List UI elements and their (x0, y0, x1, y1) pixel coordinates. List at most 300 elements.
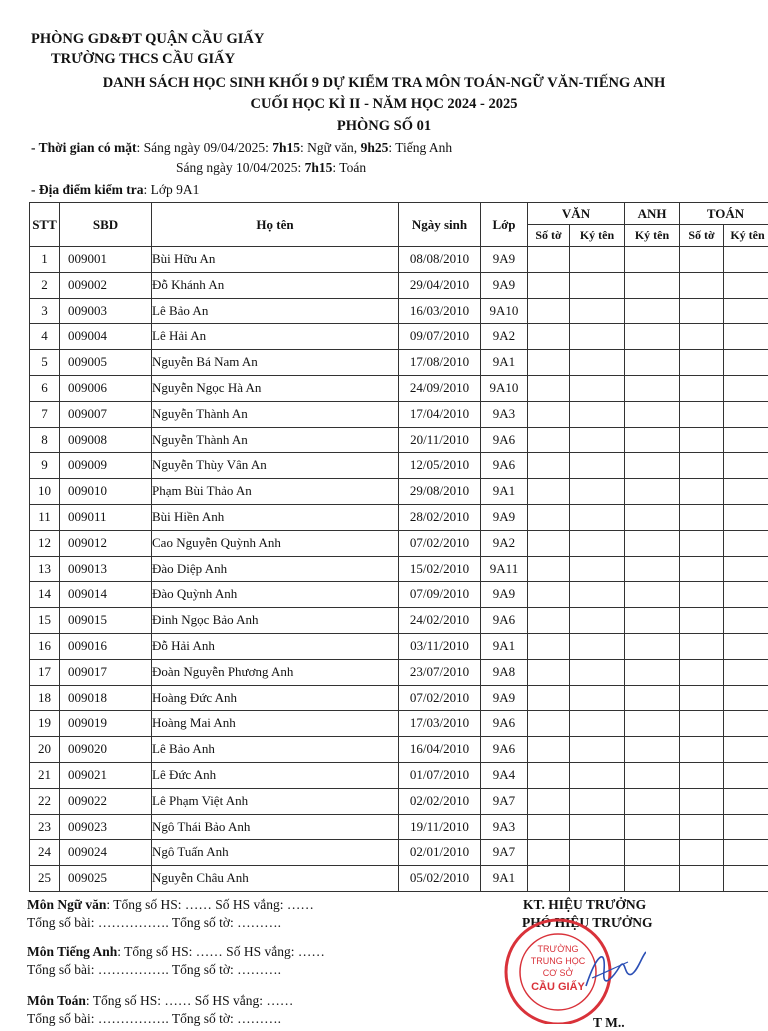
table-body (30, 247, 768, 892)
cell-van-ky-ten (570, 375, 625, 401)
cell-van-so-to (528, 608, 570, 634)
cell-sbd: 009015 (60, 608, 152, 634)
signer-title-1: KT. HIỆU TRƯỞNG (523, 897, 646, 913)
cell-van-so-to (528, 504, 570, 530)
cell-stt: 14 (30, 582, 60, 608)
table-row (30, 298, 768, 324)
cell-van-so-to (528, 814, 570, 840)
cell-van-ky-ten (570, 685, 625, 711)
cell-van-ky-ten (570, 866, 625, 892)
day1-time2: 9h25 (361, 140, 389, 155)
header-name: Họ tên (152, 203, 399, 247)
cell-van-so-to (528, 556, 570, 582)
cell-dob: 02/02/2010 (399, 788, 481, 814)
cell-van-so-to (528, 530, 570, 556)
cell-class: 9A6 (481, 608, 528, 634)
cell-toan-ky-ten (724, 350, 768, 376)
cell-name: Đoàn Nguyễn Phương Anh (152, 659, 399, 685)
cell-van-ky-ten (570, 608, 625, 634)
cell-name: Phạm Bùi Thảo An (152, 479, 399, 505)
cell-stt: 1 (30, 247, 60, 273)
cell-stt: 8 (30, 427, 60, 453)
cell-toan-ky-ten (724, 711, 768, 737)
cell-toan-so-to (680, 479, 724, 505)
cell-toan-ky-ten (724, 324, 768, 350)
attendance-time-label: - Thời gian có mặt (31, 140, 136, 155)
table-row (30, 788, 768, 814)
table-row (30, 633, 768, 659)
day2-prefix: Sáng ngày 10/04/2025: (176, 160, 305, 175)
cell-stt: 23 (30, 814, 60, 840)
cell-anh-ky-ten (625, 247, 680, 273)
cell-anh-ky-ten (625, 427, 680, 453)
cell-toan-so-to (680, 298, 724, 324)
table-row (30, 479, 768, 505)
cell-dob: 17/03/2010 (399, 711, 481, 737)
cell-class: 9A10 (481, 298, 528, 324)
cell-dob: 16/04/2010 (399, 737, 481, 763)
attendance-time-line1 (31, 140, 452, 156)
cell-anh-ky-ten (625, 530, 680, 556)
cell-stt: 18 (30, 685, 60, 711)
table-row (30, 556, 768, 582)
cell-sbd: 009002 (60, 272, 152, 298)
cell-class: 9A4 (481, 762, 528, 788)
cell-van-ky-ten (570, 479, 625, 505)
cell-stt: 5 (30, 350, 60, 376)
day1-subject1: : Ngữ văn, (300, 140, 361, 155)
header-toan: TOÁN (680, 203, 768, 225)
table-row (30, 840, 768, 866)
cell-anh-ky-ten (625, 556, 680, 582)
cell-toan-so-to (680, 504, 724, 530)
cell-stt: 11 (30, 504, 60, 530)
cell-dob: 17/04/2010 (399, 401, 481, 427)
cell-toan-so-to (680, 659, 724, 685)
room-number: PHÒNG SỐ 01 (0, 118, 768, 135)
cell-van-ky-ten (570, 711, 625, 737)
cell-anh-ky-ten (625, 737, 680, 763)
header-stt: STT (30, 203, 60, 247)
cell-class: 9A8 (481, 659, 528, 685)
cell-dob: 07/09/2010 (399, 582, 481, 608)
footer-toan-counts: : Tổng số HS: …… Số HS vắng: …… (86, 993, 294, 1008)
cell-anh-ky-ten (625, 840, 680, 866)
cell-name: Đào Quỳnh Anh (152, 582, 399, 608)
cell-van-so-to (528, 866, 570, 892)
cell-sbd: 009013 (60, 556, 152, 582)
cell-van-ky-ten (570, 659, 625, 685)
cell-name: Lê Phạm Việt Anh (152, 788, 399, 814)
cell-anh-ky-ten (625, 272, 680, 298)
cell-anh-ky-ten (625, 711, 680, 737)
cell-class: 9A6 (481, 453, 528, 479)
cell-toan-ky-ten (724, 272, 768, 298)
footer-anh-totals (27, 944, 325, 960)
cell-anh-ky-ten (625, 685, 680, 711)
cell-anh-ky-ten (625, 633, 680, 659)
cell-van-ky-ten (570, 762, 625, 788)
cell-toan-so-to (680, 633, 724, 659)
subheader-anh-ky-ten: Ký tên (625, 225, 680, 247)
cell-class: 9A6 (481, 737, 528, 763)
cell-van-ky-ten (570, 737, 625, 763)
cell-toan-so-to (680, 814, 724, 840)
cell-name: Đỗ Hải Anh (152, 633, 399, 659)
cell-van-ky-ten (570, 453, 625, 479)
cell-stt: 4 (30, 324, 60, 350)
cell-anh-ky-ten (625, 350, 680, 376)
cell-sbd: 009025 (60, 866, 152, 892)
cell-sbd: 009021 (60, 762, 152, 788)
cell-stt: 13 (30, 556, 60, 582)
cell-dob: 29/08/2010 (399, 479, 481, 505)
cell-name: Nguyễn Thùy Vân An (152, 453, 399, 479)
cell-stt: 24 (30, 840, 60, 866)
stamp-text-1: TRƯỜNG (538, 944, 579, 954)
cell-sbd: 009004 (60, 324, 152, 350)
cell-anh-ky-ten (625, 479, 680, 505)
cell-sbd: 009014 (60, 582, 152, 608)
cell-class: 9A1 (481, 633, 528, 659)
table-row (30, 375, 768, 401)
cell-toan-so-to (680, 840, 724, 866)
subheader-van-so-to: Số tờ (528, 225, 570, 247)
cell-sbd: 009003 (60, 298, 152, 324)
cell-sbd: 009001 (60, 247, 152, 273)
cell-toan-so-to (680, 401, 724, 427)
table-row (30, 762, 768, 788)
cell-toan-ky-ten (724, 737, 768, 763)
day2-subject1: : Toán (332, 160, 366, 175)
cell-class: 9A7 (481, 788, 528, 814)
table-row (30, 324, 768, 350)
cell-class: 9A10 (481, 375, 528, 401)
table-row (30, 272, 768, 298)
cell-class: 9A9 (481, 685, 528, 711)
cell-van-so-to (528, 401, 570, 427)
cell-dob: 28/02/2010 (399, 504, 481, 530)
cell-anh-ky-ten (625, 762, 680, 788)
cell-van-so-to (528, 272, 570, 298)
cell-dob: 23/07/2010 (399, 659, 481, 685)
cell-van-so-to (528, 659, 570, 685)
footer-van-totals (27, 897, 314, 913)
cell-toan-so-to (680, 324, 724, 350)
cell-van-so-to (528, 427, 570, 453)
cell-anh-ky-ten (625, 582, 680, 608)
cell-sbd: 009019 (60, 711, 152, 737)
table-row (30, 685, 768, 711)
cell-stt: 3 (30, 298, 60, 324)
cell-class: 9A3 (481, 814, 528, 840)
cell-dob: 16/03/2010 (399, 298, 481, 324)
attendance-time-line2 (176, 160, 366, 176)
footer-anh-counts: : Tổng số HS: …… Số HS vắng: …… (117, 944, 325, 959)
cell-van-so-to (528, 350, 570, 376)
cell-name: Hoàng Mai Anh (152, 711, 399, 737)
document-title: DANH SÁCH HỌC SINH KHỐI 9 DỰ KIỂM TRA MÔN TOÁN-NGỮ VĂN-TIẾNG ANH (0, 75, 768, 92)
cell-name: Đào Diệp Anh (152, 556, 399, 582)
cell-stt: 21 (30, 762, 60, 788)
cell-name: Cao Nguyễn Quỳnh Anh (152, 530, 399, 556)
subheader-toan-ky-ten: Ký tên (724, 225, 768, 247)
cell-name: Ngô Tuấn Anh (152, 840, 399, 866)
cell-class: 9A9 (481, 247, 528, 273)
cell-dob: 08/08/2010 (399, 247, 481, 273)
stamp-text-2: TRUNG HỌC (531, 956, 586, 966)
table-row (30, 401, 768, 427)
cell-van-ky-ten (570, 298, 625, 324)
cell-sbd: 009024 (60, 840, 152, 866)
cell-van-so-to (528, 582, 570, 608)
cell-toan-so-to (680, 866, 724, 892)
cell-toan-so-to (680, 247, 724, 273)
table-row (30, 608, 768, 634)
cell-stt: 16 (30, 633, 60, 659)
header-sbd: SBD (60, 203, 152, 247)
day1-prefix: : Sáng ngày 09/04/2025: (136, 140, 272, 155)
day2-time1: 7h15 (305, 160, 333, 175)
day1-subject2: : Tiếng Anh (388, 140, 452, 155)
cell-class: 9A2 (481, 530, 528, 556)
cell-toan-ky-ten (724, 427, 768, 453)
cell-toan-ky-ten (724, 866, 768, 892)
header-class: Lớp (481, 203, 528, 247)
cell-toan-ky-ten (724, 453, 768, 479)
footer-van-label: Môn Ngữ văn (27, 897, 106, 912)
department-name: PHÒNG GD&ĐT QUẬN CẦU GIẤY (31, 31, 264, 48)
cell-dob: 07/02/2010 (399, 530, 481, 556)
cell-stt: 20 (30, 737, 60, 763)
stamp-text-3: CƠ SỞ (543, 967, 574, 978)
cell-name: Nguyễn Châu Anh (152, 866, 399, 892)
cell-dob: 02/01/2010 (399, 840, 481, 866)
cell-stt: 19 (30, 711, 60, 737)
footer-toan-totals (27, 993, 293, 1009)
cell-anh-ky-ten (625, 375, 680, 401)
cell-dob: 09/07/2010 (399, 324, 481, 350)
cell-van-ky-ten (570, 633, 625, 659)
cell-dob: 03/11/2010 (399, 633, 481, 659)
cell-van-ky-ten (570, 814, 625, 840)
cell-name: Nguyễn Thành An (152, 401, 399, 427)
cell-class: 9A6 (481, 427, 528, 453)
cell-sbd: 009005 (60, 350, 152, 376)
school-name: TRƯỜNG THCS CẦU GIẤY (51, 51, 235, 68)
header-anh: ANH (625, 203, 680, 225)
table-row (30, 582, 768, 608)
table-row (30, 453, 768, 479)
location-label: - Địa điểm kiểm tra (31, 182, 143, 197)
table-row (30, 350, 768, 376)
cell-dob: 17/08/2010 (399, 350, 481, 376)
cell-anh-ky-ten (625, 401, 680, 427)
cell-dob: 01/07/2010 (399, 762, 481, 788)
cell-name: Lê Đức Anh (152, 762, 399, 788)
cell-stt: 2 (30, 272, 60, 298)
cell-toan-ky-ten (724, 659, 768, 685)
cell-van-so-to (528, 453, 570, 479)
cell-dob: 20/11/2010 (399, 427, 481, 453)
cell-name: Nguyễn Ngọc Hà An (152, 375, 399, 401)
header-dob: Ngày sinh (399, 203, 481, 247)
cell-toan-so-to (680, 375, 724, 401)
cell-van-ky-ten (570, 504, 625, 530)
cell-van-so-to (528, 685, 570, 711)
cell-class: 9A9 (481, 582, 528, 608)
cell-van-so-to (528, 247, 570, 273)
cell-toan-so-to (680, 582, 724, 608)
cell-toan-ky-ten (724, 762, 768, 788)
cell-class: 9A9 (481, 504, 528, 530)
cell-anh-ky-ten (625, 866, 680, 892)
cell-sbd: 009009 (60, 453, 152, 479)
table-row (30, 504, 768, 530)
footer-anh-label: Môn Tiếng Anh (27, 944, 117, 959)
location-value: : Lớp 9A1 (143, 182, 199, 197)
cell-dob: 07/02/2010 (399, 685, 481, 711)
cell-class: 9A7 (481, 840, 528, 866)
table-row (30, 711, 768, 737)
cell-van-ky-ten (570, 427, 625, 453)
cell-toan-so-to (680, 788, 724, 814)
cell-toan-ky-ten (724, 504, 768, 530)
table-row (30, 737, 768, 763)
cell-van-ky-ten (570, 247, 625, 273)
cell-sbd: 009020 (60, 737, 152, 763)
cell-dob: 15/02/2010 (399, 556, 481, 582)
cell-sbd: 009007 (60, 401, 152, 427)
cell-van-so-to (528, 324, 570, 350)
cell-name: Đinh Ngọc Bảo Anh (152, 608, 399, 634)
cell-toan-ky-ten (724, 582, 768, 608)
cell-anh-ky-ten (625, 788, 680, 814)
cell-toan-so-to (680, 350, 724, 376)
cell-van-so-to (528, 762, 570, 788)
cell-sbd: 009023 (60, 814, 152, 840)
cell-van-so-to (528, 711, 570, 737)
cell-stt: 6 (30, 375, 60, 401)
cell-anh-ky-ten (625, 608, 680, 634)
cell-class: 9A1 (481, 866, 528, 892)
footer-anh-papers: Tổng số bài: ……………. Tổng số tờ: ………. (27, 962, 281, 978)
exam-location (31, 182, 199, 198)
cell-anh-ky-ten (625, 504, 680, 530)
table-row (30, 247, 768, 273)
cell-van-so-to (528, 840, 570, 866)
cell-van-ky-ten (570, 556, 625, 582)
cell-stt: 12 (30, 530, 60, 556)
cell-toan-ky-ten (724, 298, 768, 324)
cell-van-so-to (528, 375, 570, 401)
cell-toan-ky-ten (724, 840, 768, 866)
cell-van-so-to (528, 788, 570, 814)
cell-toan-so-to (680, 711, 724, 737)
cell-toan-ky-ten (724, 247, 768, 273)
cell-class: 9A1 (481, 350, 528, 376)
header-van: VĂN (528, 203, 625, 225)
school-stamp (496, 916, 646, 1024)
cell-van-so-to (528, 298, 570, 324)
footer-toan-papers: Tổng số bài: ……………. Tổng số tờ: ………. (27, 1011, 281, 1027)
cell-dob: 24/09/2010 (399, 375, 481, 401)
cell-name: Đỗ Khánh An (152, 272, 399, 298)
cell-van-ky-ten (570, 272, 625, 298)
cell-van-ky-ten (570, 401, 625, 427)
table-header-row (30, 203, 768, 225)
cell-stt: 22 (30, 788, 60, 814)
cell-toan-ky-ten (724, 814, 768, 840)
footer-van-papers: Tổng số bài: ……………. Tổng số tờ: ………. (27, 915, 281, 931)
cell-name: Lê Bảo Anh (152, 737, 399, 763)
cell-sbd: 009022 (60, 788, 152, 814)
cell-class: 9A9 (481, 272, 528, 298)
cell-toan-ky-ten (724, 401, 768, 427)
cell-anh-ky-ten (625, 298, 680, 324)
cell-van-ky-ten (570, 530, 625, 556)
footer-toan-label: Môn Toán (27, 993, 86, 1008)
cell-sbd: 009011 (60, 504, 152, 530)
cell-name: Bùi Hữu An (152, 247, 399, 273)
cell-name: Bùi Hiền Anh (152, 504, 399, 530)
cell-toan-so-to (680, 530, 724, 556)
cell-toan-so-to (680, 762, 724, 788)
document-subtitle: CUỐI HỌC KÌ II - NĂM HỌC 2024 - 2025 (0, 96, 768, 113)
cell-toan-so-to (680, 685, 724, 711)
cell-van-ky-ten (570, 350, 625, 376)
cell-toan-ky-ten (724, 375, 768, 401)
day1-time1: 7h15 (272, 140, 300, 155)
cell-toan-ky-ten (724, 608, 768, 634)
cell-name: Nguyễn Thành An (152, 427, 399, 453)
cell-toan-so-to (680, 427, 724, 453)
cell-sbd: 009018 (60, 685, 152, 711)
table-row (30, 814, 768, 840)
cell-stt: 15 (30, 608, 60, 634)
stamp-text-4: CẦU GIẤY (531, 980, 585, 993)
cell-van-so-to (528, 633, 570, 659)
cell-class: 9A3 (481, 401, 528, 427)
cell-class: 9A1 (481, 479, 528, 505)
cell-name: Ngô Thái Bảo Anh (152, 814, 399, 840)
cell-toan-ky-ten (724, 633, 768, 659)
cell-toan-ky-ten (724, 788, 768, 814)
cell-sbd: 009016 (60, 633, 152, 659)
footer-van-counts: : Tổng số HS: …… Số HS vắng: …… (106, 897, 314, 912)
cell-anh-ky-ten (625, 324, 680, 350)
cell-toan-so-to (680, 608, 724, 634)
cell-sbd: 009012 (60, 530, 152, 556)
cell-stt: 25 (30, 866, 60, 892)
signer-name-partial: T M.. (593, 1015, 625, 1031)
cell-anh-ky-ten (625, 659, 680, 685)
cell-toan-so-to (680, 556, 724, 582)
cell-van-so-to (528, 737, 570, 763)
cell-stt: 17 (30, 659, 60, 685)
cell-class: 9A11 (481, 556, 528, 582)
cell-van-ky-ten (570, 788, 625, 814)
cell-anh-ky-ten (625, 814, 680, 840)
signer-title-2: PHÓ HIỆU TRƯỞNG (522, 915, 653, 931)
cell-sbd: 009008 (60, 427, 152, 453)
cell-dob: 29/04/2010 (399, 272, 481, 298)
cell-toan-so-to (680, 272, 724, 298)
cell-toan-ky-ten (724, 556, 768, 582)
cell-class: 9A6 (481, 711, 528, 737)
cell-class: 9A2 (481, 324, 528, 350)
cell-stt: 10 (30, 479, 60, 505)
